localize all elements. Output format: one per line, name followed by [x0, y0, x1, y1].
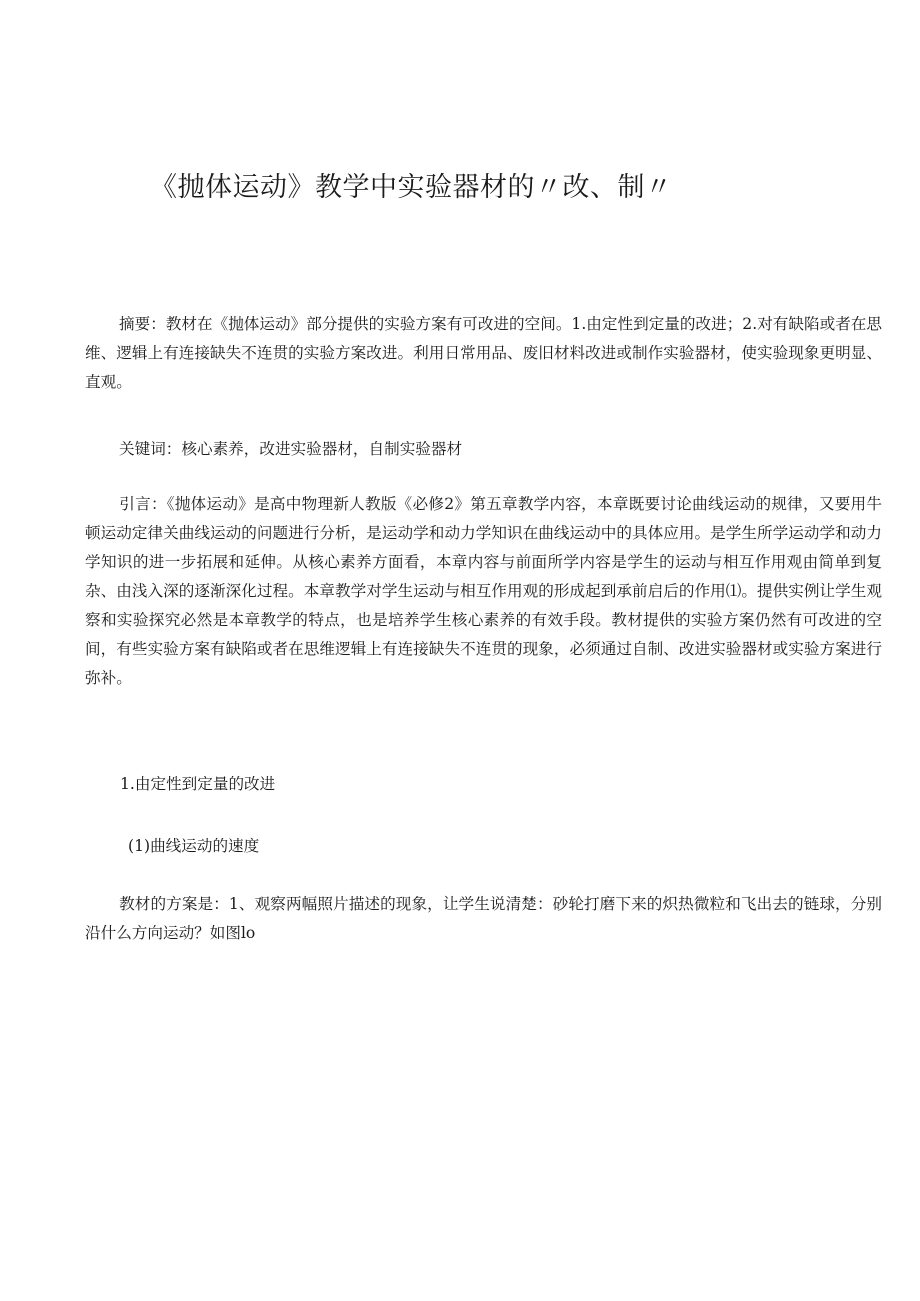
document-title: 《抛体运动》教学中实验器材的〃改、制〃 [150, 172, 673, 203]
body-paragraph [85, 890, 882, 948]
section-heading: 1.由定性到定量的改进 [120, 775, 276, 793]
introduction-text: 引言：《抛体运动》是高中物理新人教版《必修2》第五章教学内容，本章既要讨论曲线运动的规律，又要用牛顿运动定律关曲线运动的问题进行分析，是运动学和动力学知识在曲线运动中的具体应用。是学生所学运动学和动力学知识的进一步拓展和延伸。从核心素养方面看，本章内容与前面所学内容是学生的运动与相互作用观由简单到复杂、由浅入深的逐渐深化过程。本章教学对学生运动与相互作用观的形成起到承前启后的作用⑴。提供实例让学生观察和实验探究必然是本章教学的特点，也是培养学生核心素养的有效手段。教材提供的实验方案仍然有可改进的空间，有些实验方案有缺陷或者在思维逻辑上有连接缺失不连贯的现象，必须通过自制、改进实验器材或实验方案进行弥补。 [85, 495, 882, 687]
body-text: 教材的方案是：1、观察两幅照片描述的现象，让学生说清楚：砂轮打磨下来的炽热微粒和飞出去的链球，分别沿什么方向运动？如图lo [85, 895, 882, 942]
abstract-paragraph [85, 310, 882, 397]
introduction-paragraph [85, 490, 882, 693]
subsection-heading: (1)曲线运动的速度 [128, 837, 260, 855]
abstract-text: 摘要：教材在《抛体运动》部分提供的实验方案有可改进的空间。1.由定性到定量的改进；2.对有缺陷或者在思维、逻辑上有连接缺失不连贯的实验方案改进。利用日常用品、废旧材料改进或制作实验器材，使实验现象更明显、直观。 [85, 315, 882, 391]
keywords-paragraph [85, 435, 882, 464]
keywords-text: 关键词：核心素养，改进实验器材，自制实验器材 [119, 440, 463, 458]
